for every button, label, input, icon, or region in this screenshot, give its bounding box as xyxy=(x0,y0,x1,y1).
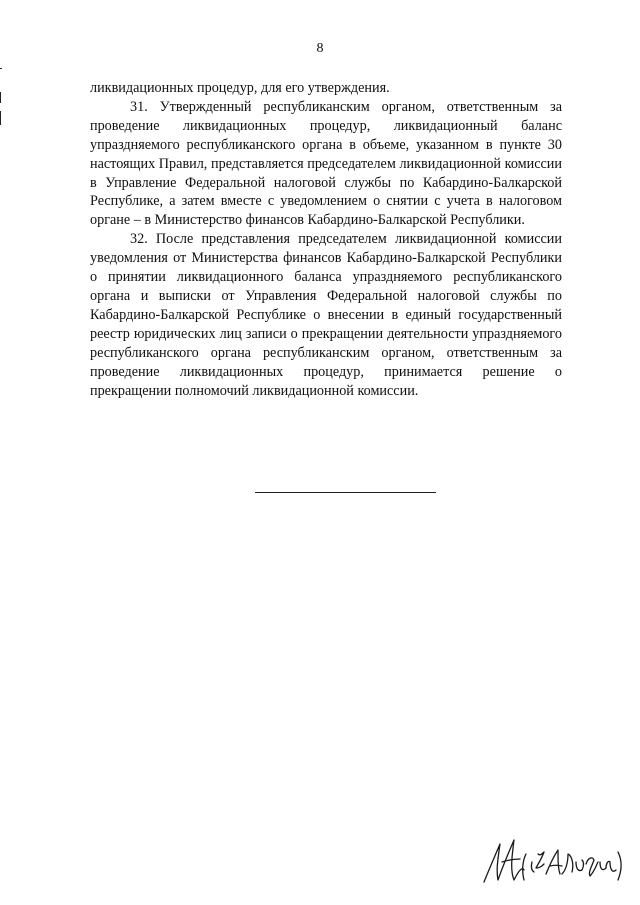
paragraph-continuation: ликвидационных процедур, для его утверждения. xyxy=(90,80,390,96)
page-number: 8 xyxy=(316,41,324,56)
paragraph-clause-32: 32. После представления председателем ликвидационной комиссии уведомления от Министерства финансов Кабардино-Балкарской Республики о принятии ликвидационного баланса упраздняемого республиканского органа и выписки от Управления Федеральной налоговой службы по Кабардино-Балкарской Республике о внесении в единый государственный реестр юридических лиц записи о прекращении деятельности упраздняемого республиканского органа республиканским органом, ответственным за проведение ликвидационных процедур, принимается решение о прекращении полномочий ликвидационной комиссии. xyxy=(90,231,562,399)
closing-separator-line xyxy=(255,492,436,493)
margin-tick-mark xyxy=(0,68,2,69)
document-body xyxy=(90,79,562,400)
handwritten-signature xyxy=(476,832,626,888)
margin-binding-mark xyxy=(0,92,1,103)
margin-binding-mark xyxy=(0,111,1,125)
paragraph-clause-31: 31. Утвержденный республиканским органом, ответственным за проведение ликвидационных процедур, ликвидационный баланс упраздняемого республиканского органа в объеме, указанном в пункте 30 настоящих Правил, представляется председателем ликвидационной комиссии в Управление Федеральной налоговой службы по Кабардино-Балкарской Республике, а затем вместе с уведомлением о снятии с учета в налоговом органе – в Министерство финансов Кабардино-Балкарской Республики. xyxy=(90,98,562,229)
